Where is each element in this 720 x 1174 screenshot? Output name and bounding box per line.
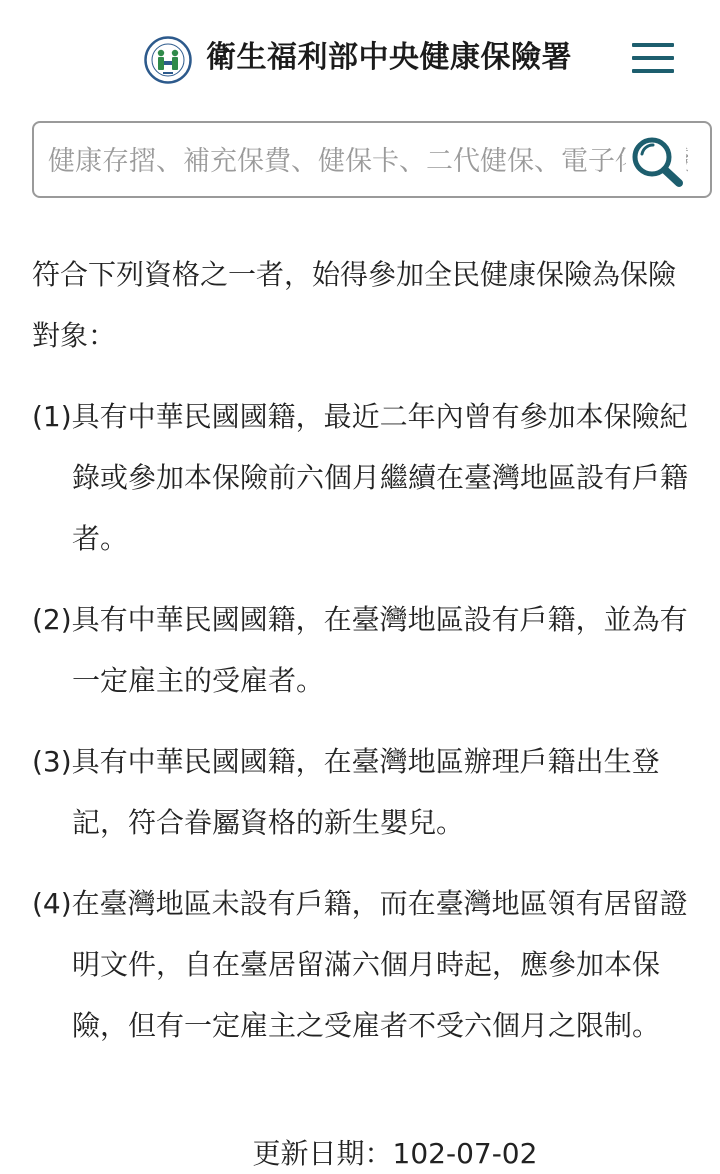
eligibility-content (32, 244, 692, 1076)
list-item: (1)具有中華民國國籍，最近二年內曾有參加本保險紀錄或參加本保險前六個月繼續在臺灣地區設有戶籍者。 (32, 400, 689, 555)
search-icon (626, 133, 686, 189)
list-item: (3)具有中華民國國籍，在臺灣地區辦理戶籍出生登記，符合眷屬資格的新生嬰兒。 (32, 745, 660, 839)
search-button[interactable] (626, 133, 686, 189)
nhi-logo-icon[interactable] (144, 36, 192, 84)
site-title[interactable]: 衛生福利部中央健康保險署 (206, 40, 572, 75)
search-input[interactable] (48, 139, 688, 183)
list-item: (2)具有中華民國國籍，在臺灣地區設有戶籍，並為有一定雇主的受雇者。 (32, 603, 688, 697)
site-header (0, 0, 720, 112)
update-date: 更新日期：102-07-02 (252, 1137, 538, 1170)
hamburger-menu-icon[interactable] (630, 40, 676, 76)
intro-text: 符合下列資格之一者，始得參加全民健康保險為保險對象： (32, 258, 677, 352)
list-item: (4)在臺灣地區未設有戶籍，而在臺灣地區領有居留證明文件，自在臺居留滿六個月時起，應參加本保險，但有一定雇主之受雇者不受六個月之限制。 (32, 887, 688, 1042)
search-bar (32, 121, 712, 198)
